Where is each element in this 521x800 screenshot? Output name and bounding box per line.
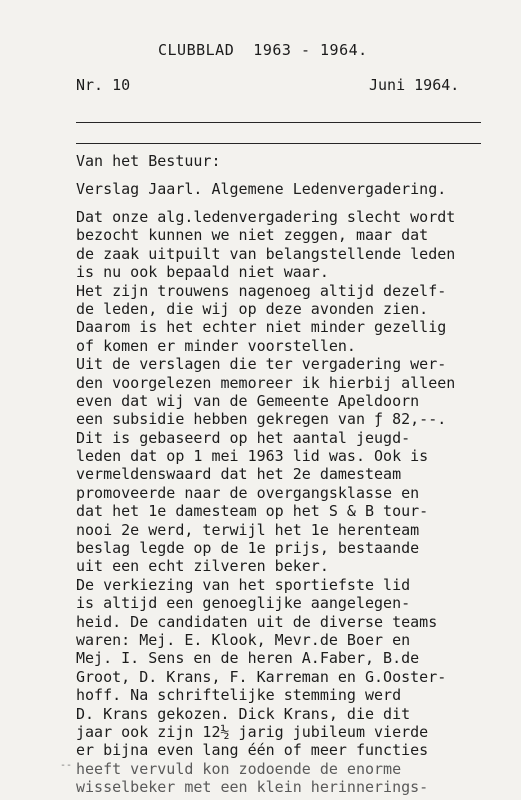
body-line: jaar ook zijn 12½ jarig jubileum vierde — [76, 722, 429, 741]
body-line: waren: Mej. E. Klook, Mevr.de Boer en — [76, 630, 411, 649]
body-line: nooi 2e werd, terwijl het 1e herenteam — [76, 520, 420, 539]
issue-date: Juni 1964. — [369, 76, 460, 94]
body-line: wisselbeker met een klein herinnerings- — [76, 778, 429, 797]
report-body — [76, 208, 506, 797]
body-line: Mej. I. Sens en de heren A.Faber, B.de — [76, 649, 420, 668]
body-line: de leden, die wij op deze avonden zien. — [76, 299, 429, 318]
body-line: Uit de verslagen die ter vergadering wer- — [76, 355, 447, 374]
body-line: leden dat op 1 mei 1963 lid was. Ook is — [76, 447, 429, 466]
body-line: uit een echt zilveren beker. — [76, 557, 329, 576]
body-line: er bijna even lang één of meer functies — [76, 741, 429, 760]
header-divider-bottom — [76, 143, 481, 144]
section-heading: Van het Bestuur: — [76, 152, 221, 170]
body-line: Het zijn trouwens nagenoeg altijd dezelf- — [76, 281, 447, 300]
body-line: heid. De candidaten uit de diverse teams — [76, 612, 438, 631]
body-line: heeft vervuld kon zodoende de enorme — [76, 759, 402, 778]
report-subheading: Verslag Jaarl. Algemene Ledenvergadering. — [76, 180, 447, 198]
body-line: even dat wij van de Gemeente Apeldoorn — [76, 391, 420, 410]
body-line: hoff. Na schriftelijke stemming werd — [76, 686, 402, 705]
body-line: Daarom is het echter niet minder gezellig — [76, 318, 447, 337]
body-line: bezocht kunnen we niet zeggen, maar dat — [76, 226, 429, 245]
issue-number: Nr. 10 — [76, 76, 131, 94]
body-line: promoveerde naar de overgangsklasse en — [76, 483, 420, 502]
body-line: vermeldenswaard dat het 2e damesteam — [76, 465, 402, 484]
header-divider-top — [76, 122, 481, 123]
body-line: Dat onze alg.ledenvergadering slecht wordt — [76, 208, 456, 226]
body-line: is altijd een genoeglijke aangelegen- — [76, 594, 411, 613]
body-line: de zaak uitpuilt van belangstellende leden — [76, 244, 456, 263]
body-line: De verkiezing van het sportiefste lid — [76, 575, 411, 594]
body-line: een subsidie hebben gekregen van ƒ 82,--. — [76, 410, 447, 429]
margin-mark: -- — [60, 760, 73, 771]
body-line: den voorgelezen memoreer ik hierbij alleen — [76, 373, 456, 392]
body-line: dat het 1e damesteam op het S & B tour- — [76, 502, 429, 521]
newsletter-title: CLUBBLAD 1963 - 1964. — [158, 41, 368, 59]
body-line: beslag legde op de 1e prijs, bestaande — [76, 539, 420, 558]
body-line: Dit is gebaseerd op het aantal jeugd- — [76, 428, 411, 447]
body-line: Groot, D. Krans, F. Karreman en G.Ooster- — [76, 667, 447, 686]
body-line: D. Krans gekozen. Dick Krans, die dit — [76, 704, 411, 723]
body-line: of komen er minder voorstellen. — [76, 336, 356, 355]
body-line: is nu ook bepaald niet waar. — [76, 263, 329, 282]
